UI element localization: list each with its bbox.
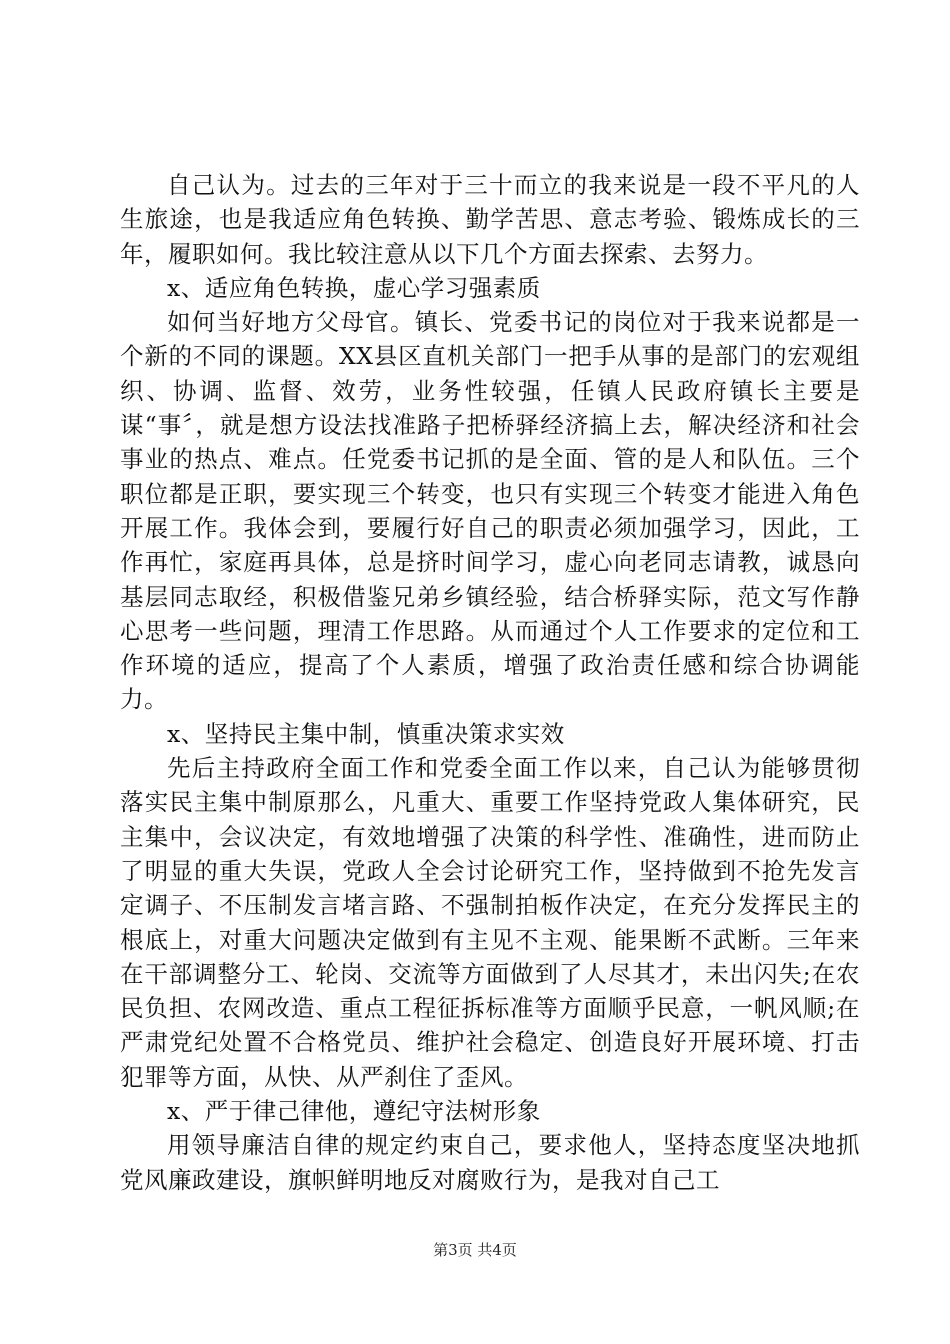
section-heading-2: x、坚持民主集中制，慎重决策求实效 <box>167 719 565 748</box>
document-body <box>120 168 860 1197</box>
paragraph-intro: 自己认为。过去的三年对于三十而立的我来说是一段不平凡的人生旅途，也是我适应角色转换、勤学苦思、意志考验、锻炼成长的三年，履职如何。我比较注意从以下几个方面去探索、去努力。 <box>120 171 860 268</box>
paragraph-section-2: 先后主持政府全面工作和党委全面工作以来，自己认为能够贯彻落实民主集中制原那么，凡重大、重要工作坚持党政人集体研究，民主集中，会议决定，有效地增强了决策的科学性、准确性，进而防止了明显的重大失误，党政人全会讨论研究工作，坚持做到不抢先发言定调子、不压制发言堵言路、不强制拍板作决定，在充分发挥民主的根底上，对重大问题决定做到有主见不主观、能果断不武断。三年来在干部调整分工、轮岗、交流等方面做到了人尽其才，未出闪失;在农民负担、农网改造、重点工程征拆标准等方面顺乎民意，一帆风顺;在严肃党纪处置不合格党员、维护社会稳定、创造良好开展环境、打击犯罪等方面，从快、从严刹住了歪风。 <box>120 754 860 1091</box>
paragraph-section-1: 如何当好地方父母官。镇长、党委书记的岗位对于我来说都是一个新的不同的课题。XX县区直机关部门一把手从事的是部门的宏观组织、协调、监督、效劳，业务性较强，任镇人民政府镇长主要是谋“事〞，就是想方设法找准路子把桥驿经济搞上去，解决经济和社会事业的热点、难点。任党委书记抓的是全面、管的是人和队伍。三个职位都是正职，要实现三个转变，也只有实现三个转变才能进入角色开展工作。我体会到，要履行好自己的职责必须加强学习，因此，工作再忙，家庭再具体，总是挤时间学习，虚心向老同志请教，诚恳向基层同志取经，积极借鉴兄弟乡镇经验，结合桥驿实际，范文写作静心思考一些问题，理清工作思路。从而通过个人工作要求的定位和工作环境的适应，提高了个人素质，增强了政治责任感和综合协调能力。 <box>120 308 860 714</box>
page-number-footer: 第3页 共4页 <box>433 1241 517 1259</box>
paragraph-section-3: 用领导廉洁自律的规定约束自己，要求他人，坚持态度坚决地抓党风廉政建设，旗帜鲜明地反对腐败行为，是我对自己工 <box>120 1131 860 1194</box>
section-heading-1: x、适应角色转换，虚心学习强素质 <box>167 273 541 302</box>
section-heading-3: x、严于律己律他，遵纪守法树形象 <box>167 1097 541 1126</box>
